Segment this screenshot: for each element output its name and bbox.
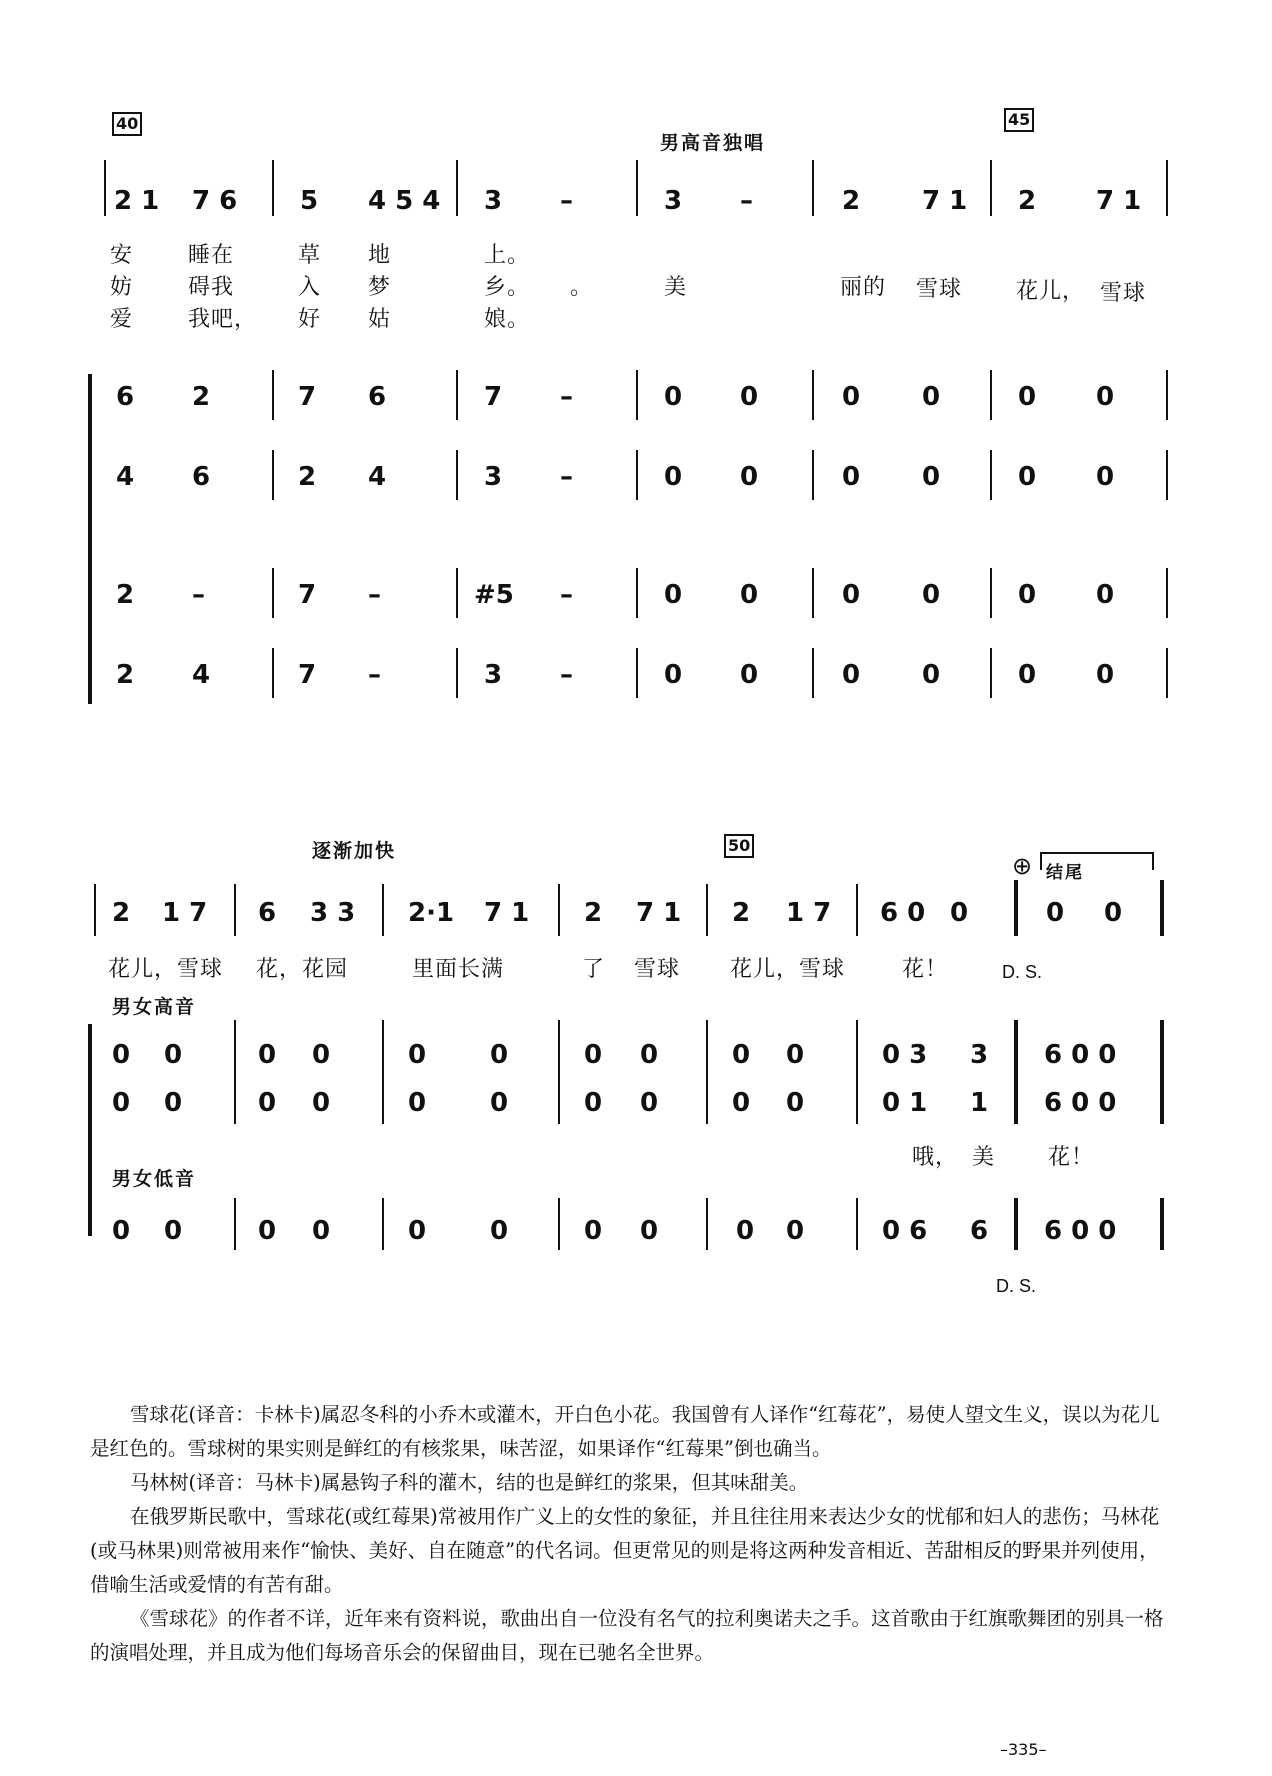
barline	[1014, 1020, 1018, 1124]
barline	[856, 1198, 858, 1250]
note: 0	[736, 1216, 755, 1246]
note: 0	[408, 1040, 427, 1070]
lyric: 爱	[110, 307, 134, 332]
note: 0	[1018, 462, 1037, 492]
rehearsal-mark-45: 45	[1004, 108, 1034, 132]
note: 0	[922, 382, 941, 412]
note: 3	[664, 186, 683, 216]
section-label-tenor-solo: 男高音独唱	[660, 132, 766, 154]
barline	[456, 568, 458, 618]
barline	[706, 884, 708, 936]
note: 7 1	[636, 898, 682, 928]
barline	[812, 568, 814, 618]
note: 0	[490, 1088, 509, 1118]
note: 0	[408, 1216, 427, 1246]
note: 0	[258, 1088, 277, 1118]
barline	[272, 450, 274, 500]
barline	[272, 568, 274, 618]
barline	[812, 450, 814, 500]
note: 7 1	[484, 898, 530, 928]
barline	[636, 370, 638, 420]
note: 6 0 0	[1044, 1216, 1117, 1246]
lyric: 安	[110, 243, 134, 268]
note: 0	[664, 580, 683, 610]
note: 0	[922, 660, 941, 690]
barline	[272, 160, 274, 216]
lyric: 好	[298, 307, 322, 332]
note: –	[560, 462, 573, 492]
note: 0	[584, 1216, 603, 1246]
note: 0	[842, 660, 861, 690]
lyric: 花！	[1048, 1145, 1095, 1170]
note: 0	[786, 1216, 805, 1246]
note: 0	[490, 1040, 509, 1070]
note: 0	[1018, 580, 1037, 610]
note: 0	[1096, 462, 1115, 492]
note: 0	[786, 1088, 805, 1118]
note: 0	[664, 382, 683, 412]
barline	[636, 160, 638, 216]
note: 0 3	[882, 1040, 928, 1070]
lyric: 妨	[110, 275, 134, 300]
note: #5	[474, 580, 514, 610]
note: 0	[112, 1088, 131, 1118]
note: 0 6	[882, 1216, 928, 1246]
lyric: 花儿，雪球	[730, 957, 846, 982]
note: 0	[312, 1088, 331, 1118]
lyric: 地	[368, 243, 392, 268]
note: 0	[664, 462, 683, 492]
note: 0	[1018, 660, 1037, 690]
barline	[382, 1020, 384, 1124]
note: 0	[164, 1040, 183, 1070]
note: 7 1	[1096, 186, 1142, 216]
note: 4	[368, 462, 387, 492]
barline	[558, 1198, 560, 1250]
note: 3	[484, 186, 503, 216]
lyric: 我吧，	[188, 307, 258, 332]
note: 0	[640, 1040, 659, 1070]
note: 2	[1018, 186, 1037, 216]
note: 0	[258, 1040, 277, 1070]
note: 7 1	[922, 186, 968, 216]
note: 3 3	[310, 898, 356, 928]
barline	[990, 160, 992, 216]
choir-brace	[88, 1024, 92, 1236]
note: –	[368, 580, 381, 610]
note: 2	[192, 382, 211, 412]
barline	[456, 450, 458, 500]
barline	[558, 884, 560, 936]
note: 7	[298, 382, 317, 412]
barline	[456, 160, 458, 216]
lyric: 哦，	[912, 1145, 959, 1170]
barline	[382, 884, 384, 936]
note: –	[368, 660, 381, 690]
barline	[812, 648, 814, 698]
note: 0	[640, 1216, 659, 1246]
note: 0	[1096, 382, 1115, 412]
note: 0	[1018, 382, 1037, 412]
barline	[812, 370, 814, 420]
note: 0	[312, 1216, 331, 1246]
barline	[1160, 1198, 1164, 1250]
note: 0	[1096, 580, 1115, 610]
choir-brace	[88, 374, 92, 704]
note: 0	[740, 462, 759, 492]
note: 1	[970, 1088, 989, 1118]
notes-text	[90, 1398, 1170, 1670]
barline	[990, 370, 992, 420]
barline	[1166, 450, 1168, 500]
note: 6	[258, 898, 277, 928]
note: 0	[1046, 898, 1065, 928]
lyric: 碍我	[188, 275, 235, 300]
note: 0	[584, 1040, 603, 1070]
barline	[1166, 370, 1168, 420]
note: 2	[584, 898, 603, 928]
barline	[1014, 1198, 1018, 1250]
note: 2·1	[408, 898, 455, 928]
dal-segno-label: D. S.	[996, 1276, 1037, 1296]
coda-icon: ⊕	[1012, 852, 1033, 880]
lyric: 了	[582, 957, 606, 982]
note: 6 0 0	[1044, 1040, 1117, 1070]
note: 0	[740, 660, 759, 690]
note: 4	[192, 660, 211, 690]
note: 0	[584, 1088, 603, 1118]
barline	[706, 1198, 708, 1250]
note: 0	[1104, 898, 1123, 928]
lyric: 雪球	[634, 957, 681, 982]
barline	[382, 1198, 384, 1250]
barline	[234, 1198, 236, 1250]
note: 1 7	[162, 898, 208, 928]
lyric: 丽的	[840, 275, 887, 300]
note: –	[560, 580, 573, 610]
lyric: 草	[298, 243, 322, 268]
note: 6	[970, 1216, 989, 1246]
notes-paragraph: 马林树(译音：马林卡)属悬钩子科的灌木，结的也是鲜红的浆果，但其味甜美。	[130, 1471, 809, 1494]
barline	[1160, 1020, 1164, 1124]
barline	[1160, 880, 1164, 936]
note: 0	[112, 1040, 131, 1070]
note: –	[560, 660, 573, 690]
note: 6	[116, 382, 135, 412]
note: 2	[732, 898, 751, 928]
dal-segno-label: D. S.	[1002, 962, 1043, 982]
note: 3	[484, 462, 503, 492]
lyric: 花儿，	[1016, 279, 1086, 304]
tempo-marking: 逐渐加快	[312, 840, 397, 862]
lyric: 花！	[902, 957, 949, 982]
notes-paragraph: 在俄罗斯民歌中，雪球花(或红莓果)常被用作广义上的女性的象征，并且往往用来表达少女的忧郁和妇人的悲伤；马林花(或马林果)则常被用来作“愉快、美好、自在随意”的代名词。但更常见的则是将这两种发音相近、苦甜相反的野果并列使用，借喻生活或爱情的有苦有甜。	[90, 1505, 1160, 1596]
note: 2	[298, 462, 317, 492]
note: 7	[298, 660, 317, 690]
part-label-upper: 男女高音	[112, 996, 197, 1018]
note: 0	[740, 580, 759, 610]
barline	[456, 648, 458, 698]
note: 0	[786, 1040, 805, 1070]
barline	[636, 648, 638, 698]
note: 0	[490, 1216, 509, 1246]
lyric: 雪球	[1100, 281, 1147, 306]
barline	[856, 1020, 858, 1124]
part-label-lower: 男女低音	[112, 1168, 197, 1190]
barline	[1166, 160, 1168, 216]
barline	[856, 884, 858, 936]
lyric: 美	[972, 1145, 996, 1170]
note: 4	[116, 462, 135, 492]
note: 6	[192, 462, 211, 492]
lyric: 姑	[368, 307, 392, 332]
note: 0	[164, 1088, 183, 1118]
note: 0	[164, 1216, 183, 1246]
lyric: 。	[570, 275, 594, 300]
note: 3	[484, 660, 503, 690]
lyric: 里面长满	[412, 957, 505, 982]
note: 1 7	[786, 898, 832, 928]
note: 0	[922, 462, 941, 492]
note: 0	[842, 382, 861, 412]
barline	[706, 1020, 708, 1124]
coda-label: 结尾	[1046, 863, 1084, 883]
note: 0	[664, 660, 683, 690]
barline	[990, 568, 992, 618]
note: –	[740, 186, 753, 216]
note: 0	[1096, 660, 1115, 690]
note: 0	[842, 580, 861, 610]
rehearsal-mark-50: 50	[724, 834, 754, 858]
barline	[636, 568, 638, 618]
note: 0	[842, 462, 861, 492]
lyric: 上。	[484, 243, 531, 268]
note: 7	[484, 382, 503, 412]
barline	[234, 1020, 236, 1124]
note: 6 0 0	[1044, 1088, 1117, 1118]
note: 0	[732, 1088, 751, 1118]
note: –	[560, 382, 573, 412]
note: 2	[116, 660, 135, 690]
note: 0 1	[882, 1088, 928, 1118]
note: 5	[300, 186, 319, 216]
note: –	[560, 186, 573, 216]
lyric: 花，花园	[256, 957, 349, 982]
note: 3	[970, 1040, 989, 1070]
note: 6 0	[880, 898, 926, 928]
note: 7	[298, 580, 317, 610]
barline	[456, 370, 458, 420]
note: 0	[922, 580, 941, 610]
note: 0	[408, 1088, 427, 1118]
note: 0	[950, 898, 969, 928]
barline	[234, 884, 236, 936]
barline	[272, 648, 274, 698]
note: 2	[842, 186, 861, 216]
barline	[1014, 880, 1018, 936]
note: 0	[112, 1216, 131, 1246]
barline	[1166, 568, 1168, 618]
lyric: 梦	[368, 275, 392, 300]
barline	[272, 370, 274, 420]
note: 2 1	[114, 186, 160, 216]
note: 2	[116, 580, 135, 610]
lyric: 乡。	[484, 275, 531, 300]
note: 7 6	[192, 186, 238, 216]
lyric: 花儿，雪球	[108, 957, 224, 982]
note: 4 5 4	[368, 186, 441, 216]
lyric: 睡在	[188, 243, 235, 268]
barline	[636, 450, 638, 500]
lyric: 雪球	[916, 277, 963, 302]
barline	[1166, 648, 1168, 698]
barline	[990, 648, 992, 698]
barline	[94, 884, 96, 936]
lyric: 美	[664, 275, 688, 300]
rehearsal-mark-40: 40	[112, 112, 142, 136]
barline	[104, 160, 106, 216]
page-number: –335–	[1000, 1740, 1047, 1759]
lyric: 入	[298, 275, 322, 300]
barline	[812, 160, 814, 216]
lyric: 娘。	[484, 307, 531, 332]
note: 0	[732, 1040, 751, 1070]
notes-paragraph: 雪球花(译音：卡林卡)属忍冬科的小乔木或灌木，开白色小花。我国曾有人译作“红莓花”，易使人望文生义，误以为花儿是红色的。雪球树的果实则是鲜红的有核浆果，味苦涩，如果译作“红莓果”倒也确当。	[90, 1403, 1160, 1460]
note: –	[192, 580, 205, 610]
notes-paragraph: 《雪球花》的作者不详，近年来有资料说，歌曲出自一位没有名气的拉利奥诺夫之手。这首歌由于红旗歌舞团的别具一格的演唱处理，并且成为他们每场音乐会的保留曲目，现在已驰名全世界。	[90, 1607, 1164, 1664]
note: 0	[640, 1088, 659, 1118]
note: 0	[312, 1040, 331, 1070]
barline	[990, 450, 992, 500]
note: 0	[258, 1216, 277, 1246]
note: 2	[112, 898, 131, 928]
note: 0	[740, 382, 759, 412]
barline	[558, 1020, 560, 1124]
note: 6	[368, 382, 387, 412]
